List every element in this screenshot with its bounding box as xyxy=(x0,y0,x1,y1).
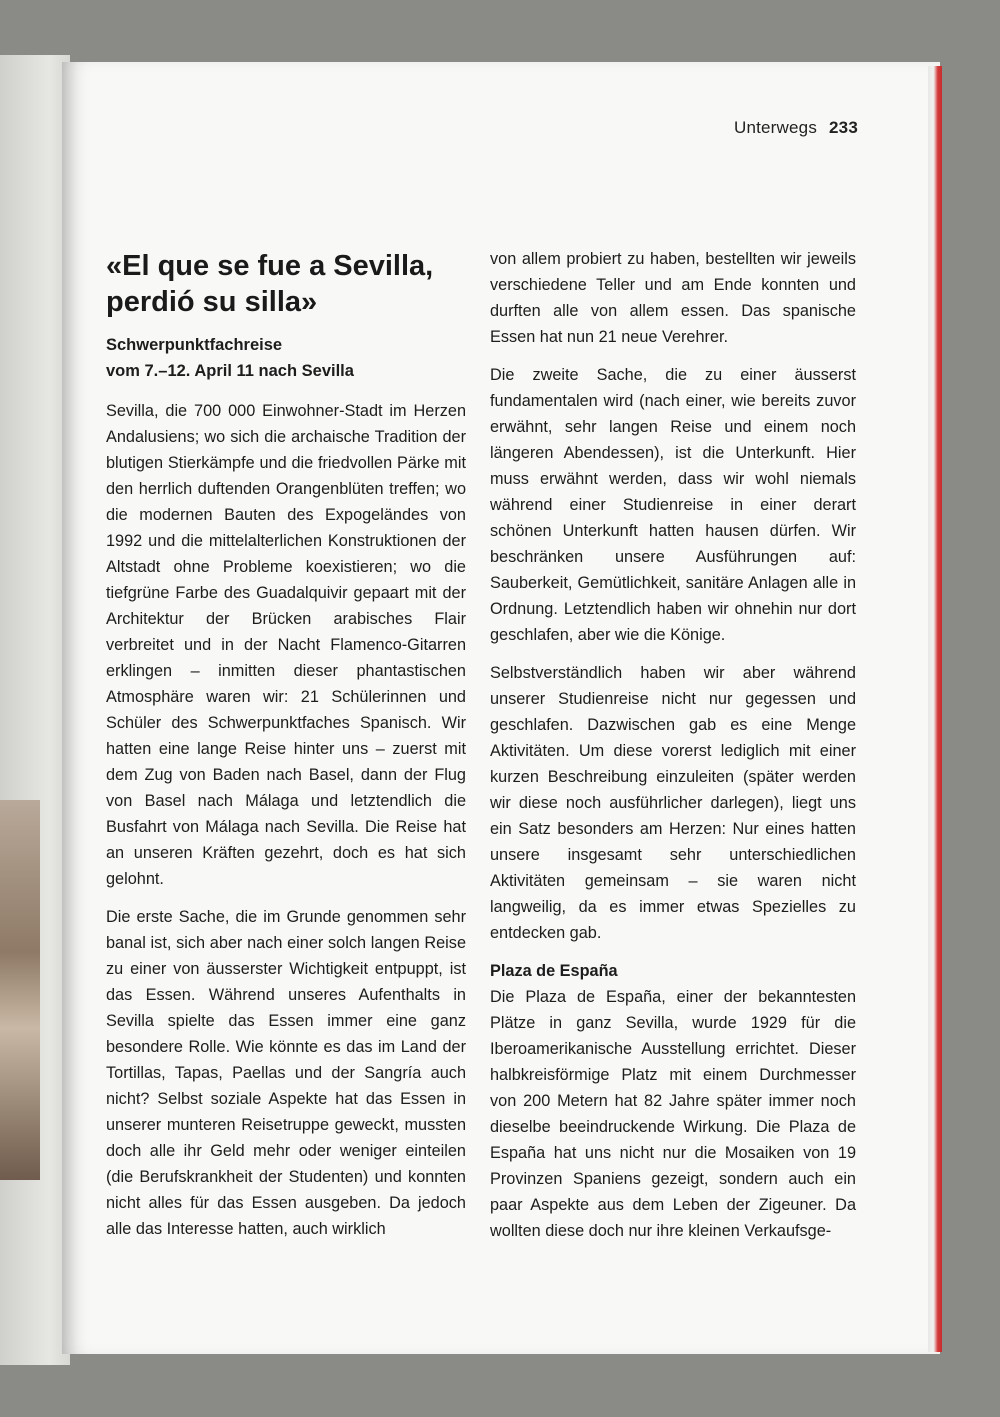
running-head xyxy=(734,118,858,138)
paragraph-plaza: Die Plaza de España, einer der bekanntesten Plätze in ganz Sevilla, wurde 1929 für die Iberoamerikanische Ausstellung errichtet. Dieser halbkreisförmige Platz mit einem Durchmesser von 200 Metern hat 82 Jahre später immer noch dieselbe beeindruckende Wirkung. Die Plaza de España hat uns nicht nur die Mosaiken von 19 Provinzen Spaniens gezeigt, sondern auch ein paar Aspekte aus dem Leben der Zigeuner. Da wollten diese doch nur ihre kleinen Verkaufsge- xyxy=(490,988,856,1240)
paragraph-intro: Sevilla, die 700 000 Einwohner-Stadt im Herzen Andalusiens; wo sich die archaische Tradition der blutigen Stierkämpfe und die friedvollen Pärke mit den herrlich duftenden Orangenblüten treffen; wo die modernen Bauten des Expogeländes von 1992 und die mittelalterlichen Konstruktionen der Altstadt ohne Probleme koexistieren; wo die tiefgrüne Farbe des Guadalquivir gepaart mit der Architektur der Brücken arabisches Flair verbreitet und in der Nacht Flamenco-Gitarren erklingen – inmitten dieser phantastischen Atmosphäre waren wir: 21 Schülerinnen und Schüler des Schwerpunktfaches Spanisch. Wir hatten eine lange Reise hinter uns – zuerst mit dem Zug von Baden nach Basel, dann der Flug von Basel nach Málaga und letztendlich die Busfahrt von Málaga nach Sevilla. Die Reise hat an unseren Kräften gezehrt, doch es hat sich gelohnt. xyxy=(106,402,466,888)
paragraph-activities: Selbstverständlich haben wir aber während unserer Studienreise nicht nur gegessen und geschlafen. Dazwischen gab es eine Menge Aktivitäten. Um diese vorerst lediglich mit einer kurzen Beschreibung einzuleiten (später werden wir diese noch ausführlicher darlegen), liegt uns ein Satz besonders am Herzen: Nur eines hatten unsere insgesamt sehr unterschiedlichen Aktivitäten gemeinsam – sie waren nicht langweilig, da es immer etwas Spezielles zu entdecken gab. xyxy=(490,664,856,942)
subtitle-line-2: vom 7.–12. April 11 nach Sevilla xyxy=(106,362,354,380)
subtitle-line-1: Schwerpunktfachreise xyxy=(106,336,283,354)
section-heading: Plaza de España xyxy=(490,962,618,980)
left-page-photo xyxy=(0,800,40,1180)
paragraph-food-continued: von allem probiert zu haben, bestellten wir jeweils verschiedene Teller und am Ende konnten und durften alle von allem essen. Das spanische Essen hat nun 21 neue Verehrer. xyxy=(490,250,856,346)
paragraph-food: Die erste Sache, die im Grunde genommen sehr banal ist, sich aber nach einer solch langen Reise zu einer von äusserster Wichtigkeit entpuppt, ist das Essen. Während unseres Aufenthalts in Sevilla spielte das Essen immer eine ganz besondere Rolle. Wie könnte es das im Land der Tortillas, Tapas, Paellas und der Sangría auch nicht? Selbst soziale Aspekte hat das Essen in unserer munteren Reisetruppe geweckt, mussten doch alle ihr Geld mehr oder weniger einteilen (die Berufskrankheit der Studenten) und konnten nicht alles für das Essen ausgeben. Da jedoch alle das Interesse hatten, auch wirklich xyxy=(106,908,466,1238)
left-column xyxy=(106,248,466,1254)
paragraph-accommodation: Die zweite Sache, die zu einer äusserst fundamentalen wird (nach einer, wie bereits zuvor erwähnt, sehr langen Reise und einem noch längeren Abendessen), ist die Unterkunft. Hier muss erwähnt werden, dass wir wohl niemals während einer Studienreise in einer derart schönen Unterkunft hatten hausen dürfen. Wir beschränken unsere Ausführungen auf: Sauberkeit, Gemütlichkeit, sanitäre Anlagen alle in Ordnung. Letztendlich haben wir ohnehin nur dort geschlafen, aber wie die Könige. xyxy=(490,366,856,644)
article-subtitle xyxy=(106,332,466,384)
page-number: 233 xyxy=(829,118,858,137)
article-title: «El que se fue a Sevilla, perdió su silla» xyxy=(106,250,434,318)
page-edge xyxy=(928,66,942,1352)
left-page xyxy=(0,55,70,1365)
right-column xyxy=(490,246,856,1256)
section-label: Unterwegs xyxy=(733,118,818,137)
